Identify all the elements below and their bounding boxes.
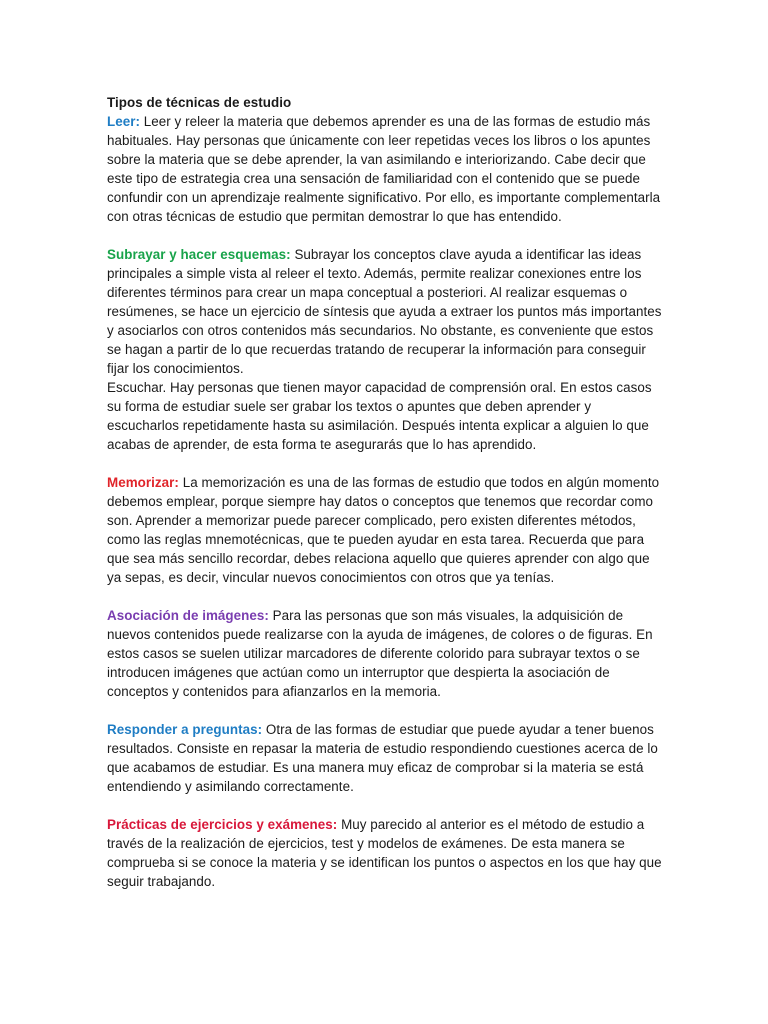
- section-escuchar: [107, 378, 662, 454]
- section-heading-practicas: Prácticas de ejercicios y exámenes:: [107, 817, 338, 832]
- section-heading-leer: Leer:: [107, 114, 140, 129]
- section-body-escuchar: Escuchar. Hay personas que tienen mayor capacidad de comprensión oral. En estos casos su forma de estudiar suele ser grabar los textos o apuntes que deben aprender y escucharlos repetidamente hasta su asimilación. Después intenta explicar a alguien lo que acabas de aprender, de esta forma te asegurarás que lo has aprendido.: [107, 380, 652, 452]
- section-body-leer: Leer y releer la materia que debemos aprender es una de las formas de estudio más habituales. Hay personas que únicamente con leer repetidas veces los libros o los apuntes sobre la materia que se debe aprender, la van asimilando e interiorizando. Cabe decir que este tipo de estrategia crea una sensación de familiaridad con el contenido que se puede confundir con un aprendizaje realmente significativo. Por ello, es importante complementarla con otras técnicas de estudio que permitan demostrar lo que has entendido.: [107, 114, 661, 224]
- section-memorizar: [107, 473, 662, 587]
- section-heading-subrayar: Subrayar y hacer esquemas:: [107, 247, 291, 262]
- section-asociacion: [107, 606, 662, 701]
- section-heading-memorizar: Memorizar:: [107, 475, 179, 490]
- document-page: [107, 93, 662, 910]
- section-body-asociacion: Para las personas que son más visuales, la adquisición de nuevos contenidos puede realizarse con la ayuda de imágenes, de colores o de figuras. En estos casos se suelen utilizar marcadores de diferente colorido para subrayar textos o se introducen imágenes que actúan como un interruptor que despierta la asociación de conceptos y contenidos para afianzarlos en la memoria.: [107, 608, 653, 699]
- document-title: Tipos de técnicas de estudio: [107, 95, 292, 110]
- section-body-practicas: Muy parecido al anterior es el método de estudio a través de la realización de ejercicios, test y modelos de exámenes. De esta manera se comprueba si se conoce la materia y se identifican los puntos o aspectos en los que hay que seguir trabajando.: [107, 817, 662, 889]
- section-practicas: [107, 815, 662, 891]
- section-leer: [107, 112, 662, 226]
- section-heading-responder: Responder a preguntas:: [107, 722, 263, 737]
- section-body-memorizar: La memorización es una de las formas de estudio que todos en algún momento debemos emplear, porque siempre hay datos o conceptos que tenemos que recordar como son. Aprender a memorizar puede parecer complicado, pero existen diferentes métodos, como las reglas mnemotécnicas, que te pueden ayudar en esta tarea. Recuerda que para que sea más sencillo recordar, debes relaciona aquello que quieres aprender con algo que ya sepas, es decir, vincular nuevos conocimientos con otros que ya tenías.: [107, 475, 660, 585]
- section-subrayar: [107, 245, 662, 378]
- section-heading-asociacion: Asociación de imágenes:: [107, 608, 269, 623]
- section-body-subrayar: Subrayar los conceptos clave ayuda a identificar las ideas principales a simple vista al releer el texto. Además, permite realizar conexiones entre los diferentes términos para crear un mapa conceptual a posteriori. Al realizar esquemas o resúmenes, se hace un ejercicio de síntesis que ayuda a extraer los puntos más importantes y asociarlos con otros contenidos más secundarios. No obstante, es conveniente que estos se hagan a partir de lo que recuerdas tratando de recuperar la información para conseguir fijar los conocimientos.: [107, 247, 662, 376]
- section-responder: [107, 720, 662, 796]
- section-body-responder: Otra de las formas de estudiar que puede ayudar a tener buenos resultados. Consiste en repasar la materia de estudio respondiendo cuestiones acerca de lo que acabamos de estudiar. Es una manera muy eficaz de comprobar si la materia se está entendiendo y asimilando correctamente.: [107, 722, 658, 794]
